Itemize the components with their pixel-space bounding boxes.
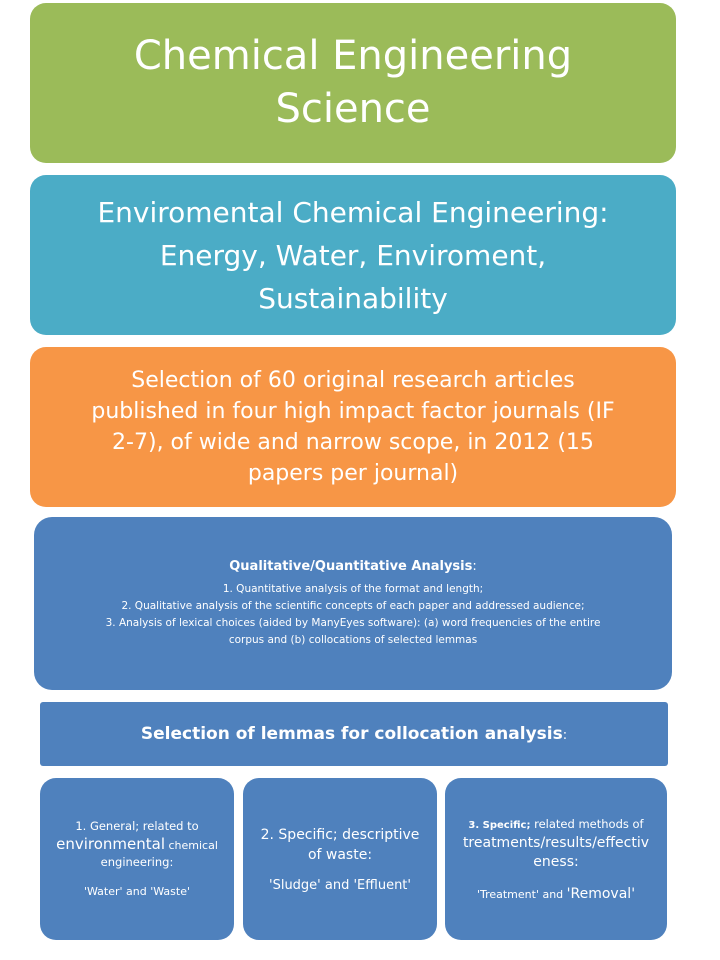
waste-lemmas: 'Sludge' and 'Effluent' (269, 877, 411, 893)
lemmas-title (141, 724, 567, 744)
lemmas-box (40, 702, 668, 766)
field-line-2: Energy, Water, Enviroment, (159, 238, 547, 272)
analysis-heading-text: Qualitative/Quantitative Analysis (229, 558, 473, 574)
methods-lemmas (477, 884, 635, 903)
methods-lemmas-a: 'Treatment' and (476, 887, 567, 901)
lemmas-title-colon: : (562, 728, 568, 743)
analysis-item-1: 1. Quantitative analysis of the format and length; (222, 582, 484, 595)
lemmas-title-text: Selection of lemmas for collocation analysis (140, 724, 563, 744)
general-line-3: engineering: (100, 855, 174, 869)
general-line-2 (56, 835, 218, 854)
selection-line-3: 2-7), of wide and narrow scope, in 2012 (15 (112, 430, 594, 455)
field-line-1: Enviromental Chemical Engineering: (97, 195, 609, 229)
general-word-environmental: environmental (56, 835, 165, 853)
field-box (30, 175, 676, 335)
analysis-item-2: 2. Qualitative analysis of the scientific concepts of each paper and addressed audience; (121, 599, 585, 612)
lemma-group-general (40, 778, 234, 940)
selection-line-1: Selection of 60 original research articles (131, 368, 575, 393)
title-box (30, 3, 676, 163)
analysis-box (34, 517, 672, 690)
analysis-heading-colon: : (472, 558, 477, 574)
selection-box (30, 347, 676, 507)
selection-line-4: papers per journal) (247, 461, 459, 486)
general-line-1: 1. General; related to (75, 819, 199, 833)
lemma-group-waste (243, 778, 437, 940)
waste-line-2: of waste: (307, 846, 373, 863)
methods-line-1-rest: related methods of (530, 816, 644, 831)
methods-line-3: eness: (533, 853, 579, 870)
selection-line-2: published in four high impact factor journals (IF (91, 399, 615, 424)
lemma-group-methods (445, 778, 667, 940)
title-line-1: Chemical Engineering (133, 33, 573, 79)
general-word-chemical: chemical (164, 839, 218, 852)
methods-lemmas-b: 'Removal' (566, 885, 636, 902)
analysis-item-3-line-1: 3. Analysis of lexical choices (aided by ManyEyes software): (a) word frequencies of the entire (105, 616, 601, 629)
methods-line-1 (468, 816, 643, 834)
analysis-item-3-line-2: corpus and (b) collocations of selected lemmas (228, 633, 478, 646)
field-line-3: Sustainability (258, 281, 448, 315)
methods-prefix: 3. Specific; (468, 819, 531, 831)
methods-line-2: treatments/results/effectiv (462, 834, 650, 851)
general-lemmas: 'Water' and 'Waste' (83, 885, 191, 898)
title-line-2: Science (275, 86, 431, 132)
waste-line-1: 2. Specific; descriptive (260, 826, 420, 843)
analysis-heading (229, 559, 477, 574)
